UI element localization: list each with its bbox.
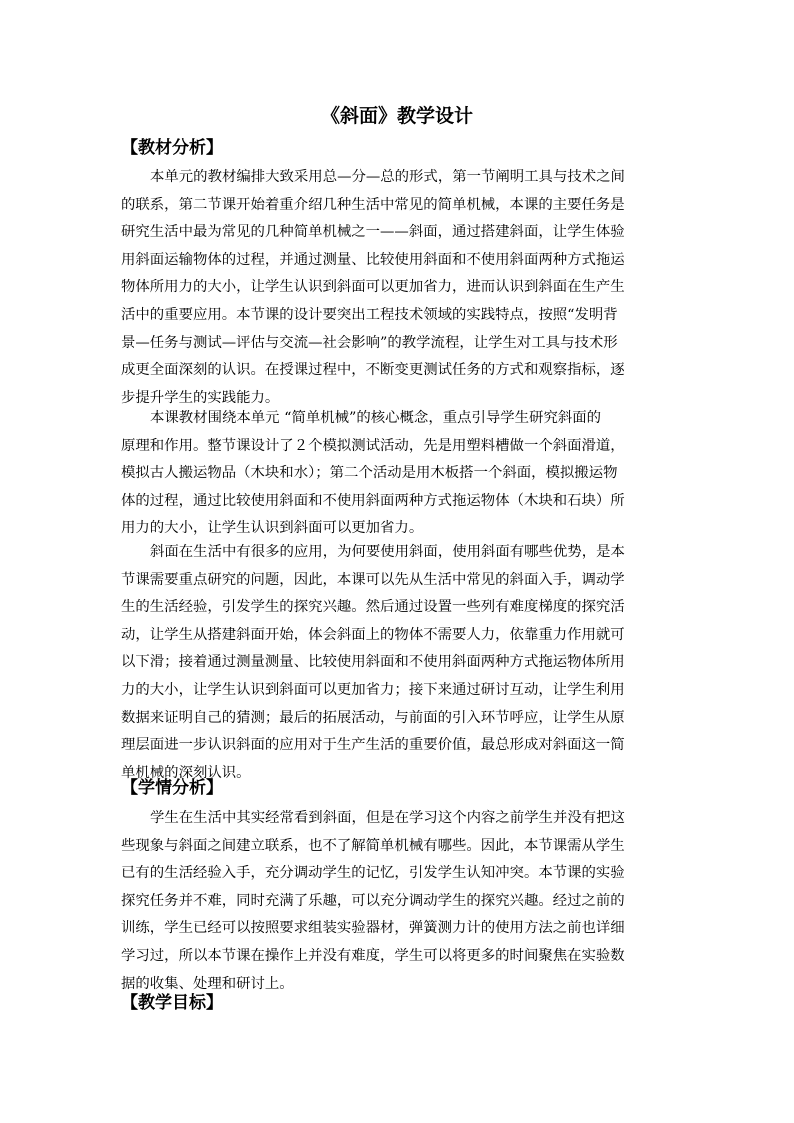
text-line: 景—任务与测试—评估与交流—社会影响”的教学流程，让学生对工具与技术形 (121, 334, 618, 351)
text-line: 步提升学生的实践能力。 (121, 389, 280, 406)
section-heading-material-analysis: 【教材分析】 (121, 138, 223, 158)
document-title: 《斜面》教学设计 (320, 105, 473, 127)
text-line: 活中的重要应用。本节课的设计要突出工程技术领域的实践特点，按照“发明背 (121, 306, 618, 323)
paragraph-material-1 (121, 164, 677, 412)
text-line: 力的大小，让学生认识到斜面可以更加省力；接下来通过研讨互动，让学生利用 (121, 681, 625, 698)
text-line: 研究生活中最为常见的几种简单机械之一——斜面，通过搭建斜面，让学生体验 (121, 224, 625, 241)
text-line: 的联系，第二节课开始着重介绍几种生活中常见的简单机械，本课的主要任务是 (121, 196, 625, 213)
paragraph-material-2 (121, 405, 677, 543)
text-line: 用力的大小，让学生认识到斜面可以更加省力。 (121, 520, 424, 537)
text-line: 斜面在生活中有很多的应用，为何要使用斜面，使用斜面有哪些优势，是本 (150, 544, 625, 560)
text-line: 学生在生活中其实经常看到斜面，但是在学习这个内容之前学生并没有把这 (150, 810, 625, 826)
paragraph-material-3 (121, 539, 677, 787)
text-line: 用斜面运输物体的过程，并通过测量、比较使用斜面和不使用斜面两种方式拖运 (121, 251, 625, 268)
text-line: 生的生活经验，引发学生的探究兴趣。然后通过设置一些列有难度梯度的探究活 (121, 599, 625, 616)
text-line: 本单元的教材编排大致采用总—分—总的形式，第一节阐明工具与技术之间 (150, 169, 625, 185)
text-line: 节课需要重点研究的问题，因此，本课可以先从生活中常见的斜面入手，调动学 (121, 571, 625, 588)
text-line: 探究任务并不难，同时充满了乐趣，可以充分调动学生的探究兴趣。经过之前的 (121, 892, 625, 909)
section-heading-learner-analysis: 【学情分析】 (121, 778, 223, 798)
text-line: 已有的生活经验入手，充分调动学生的记忆，引发学生认知冲突。本节课的实验 (121, 865, 625, 882)
text-line: 体的过程，通过比较使用斜面和不使用斜面两种方式拖运物体（木块和石块）所 (121, 492, 625, 509)
paragraph-learner-1 (121, 805, 677, 998)
text-line: 数据来证明自己的猜测；最后的拓展活动，与前面的引入环节呼应，让学生从原 (121, 709, 625, 726)
text-line: 以下滑；接着通过测量测量、比较使用斜面和不使用斜面两种方式拖运物体所用 (121, 654, 625, 671)
section-heading-teaching-goals: 【教学目标】 (121, 993, 223, 1013)
text-line: 原理和作用。整节课设计了２个模拟测试活动，先是用塑料槽做一个斜面滑道， (121, 437, 625, 454)
text-line: 训练，学生已经可以按照要求组装实验器材，弹簧测力计的使用方法之前也详细 (121, 920, 625, 937)
text-line: 成更全面深刻的认识。在授课过程中，不断变更测试任务的方式和观察指标，逐 (121, 362, 625, 379)
text-line: 些现象与斜面之间建立联系，也不了解简单机械有哪些。因此，本节课需从学生 (121, 837, 625, 854)
text-line: 动，让学生从搭建斜面开始，体会斜面上的物体不需要人力，依靠重力作用就可 (121, 626, 625, 643)
text-line: 理层面进一步认识斜面的应用对于生产生活的重要价值，最总形成对斜面这一简 (121, 737, 625, 754)
text-line: 模拟古人搬运物品（木块和水）；第二个活动是用木板搭一个斜面，模拟搬运物 (121, 465, 618, 482)
text-line: 物体所用力的大小，让学生认识到斜面可以更加省力，进而认识到斜面在生产生 (121, 279, 625, 296)
text-line: 单机械的深刻认识。 (121, 764, 251, 781)
text-line: 本课教材围绕本单元 “简单机械”的核心概念，重点引导学生研究斜面的 (150, 410, 602, 426)
text-line: 据的收集、处理和研讨上。 (121, 975, 294, 992)
text-line: 学习过，所以本节课在操作上并没有难度，学生可以将更多的时间聚焦在实验数 (121, 947, 625, 964)
